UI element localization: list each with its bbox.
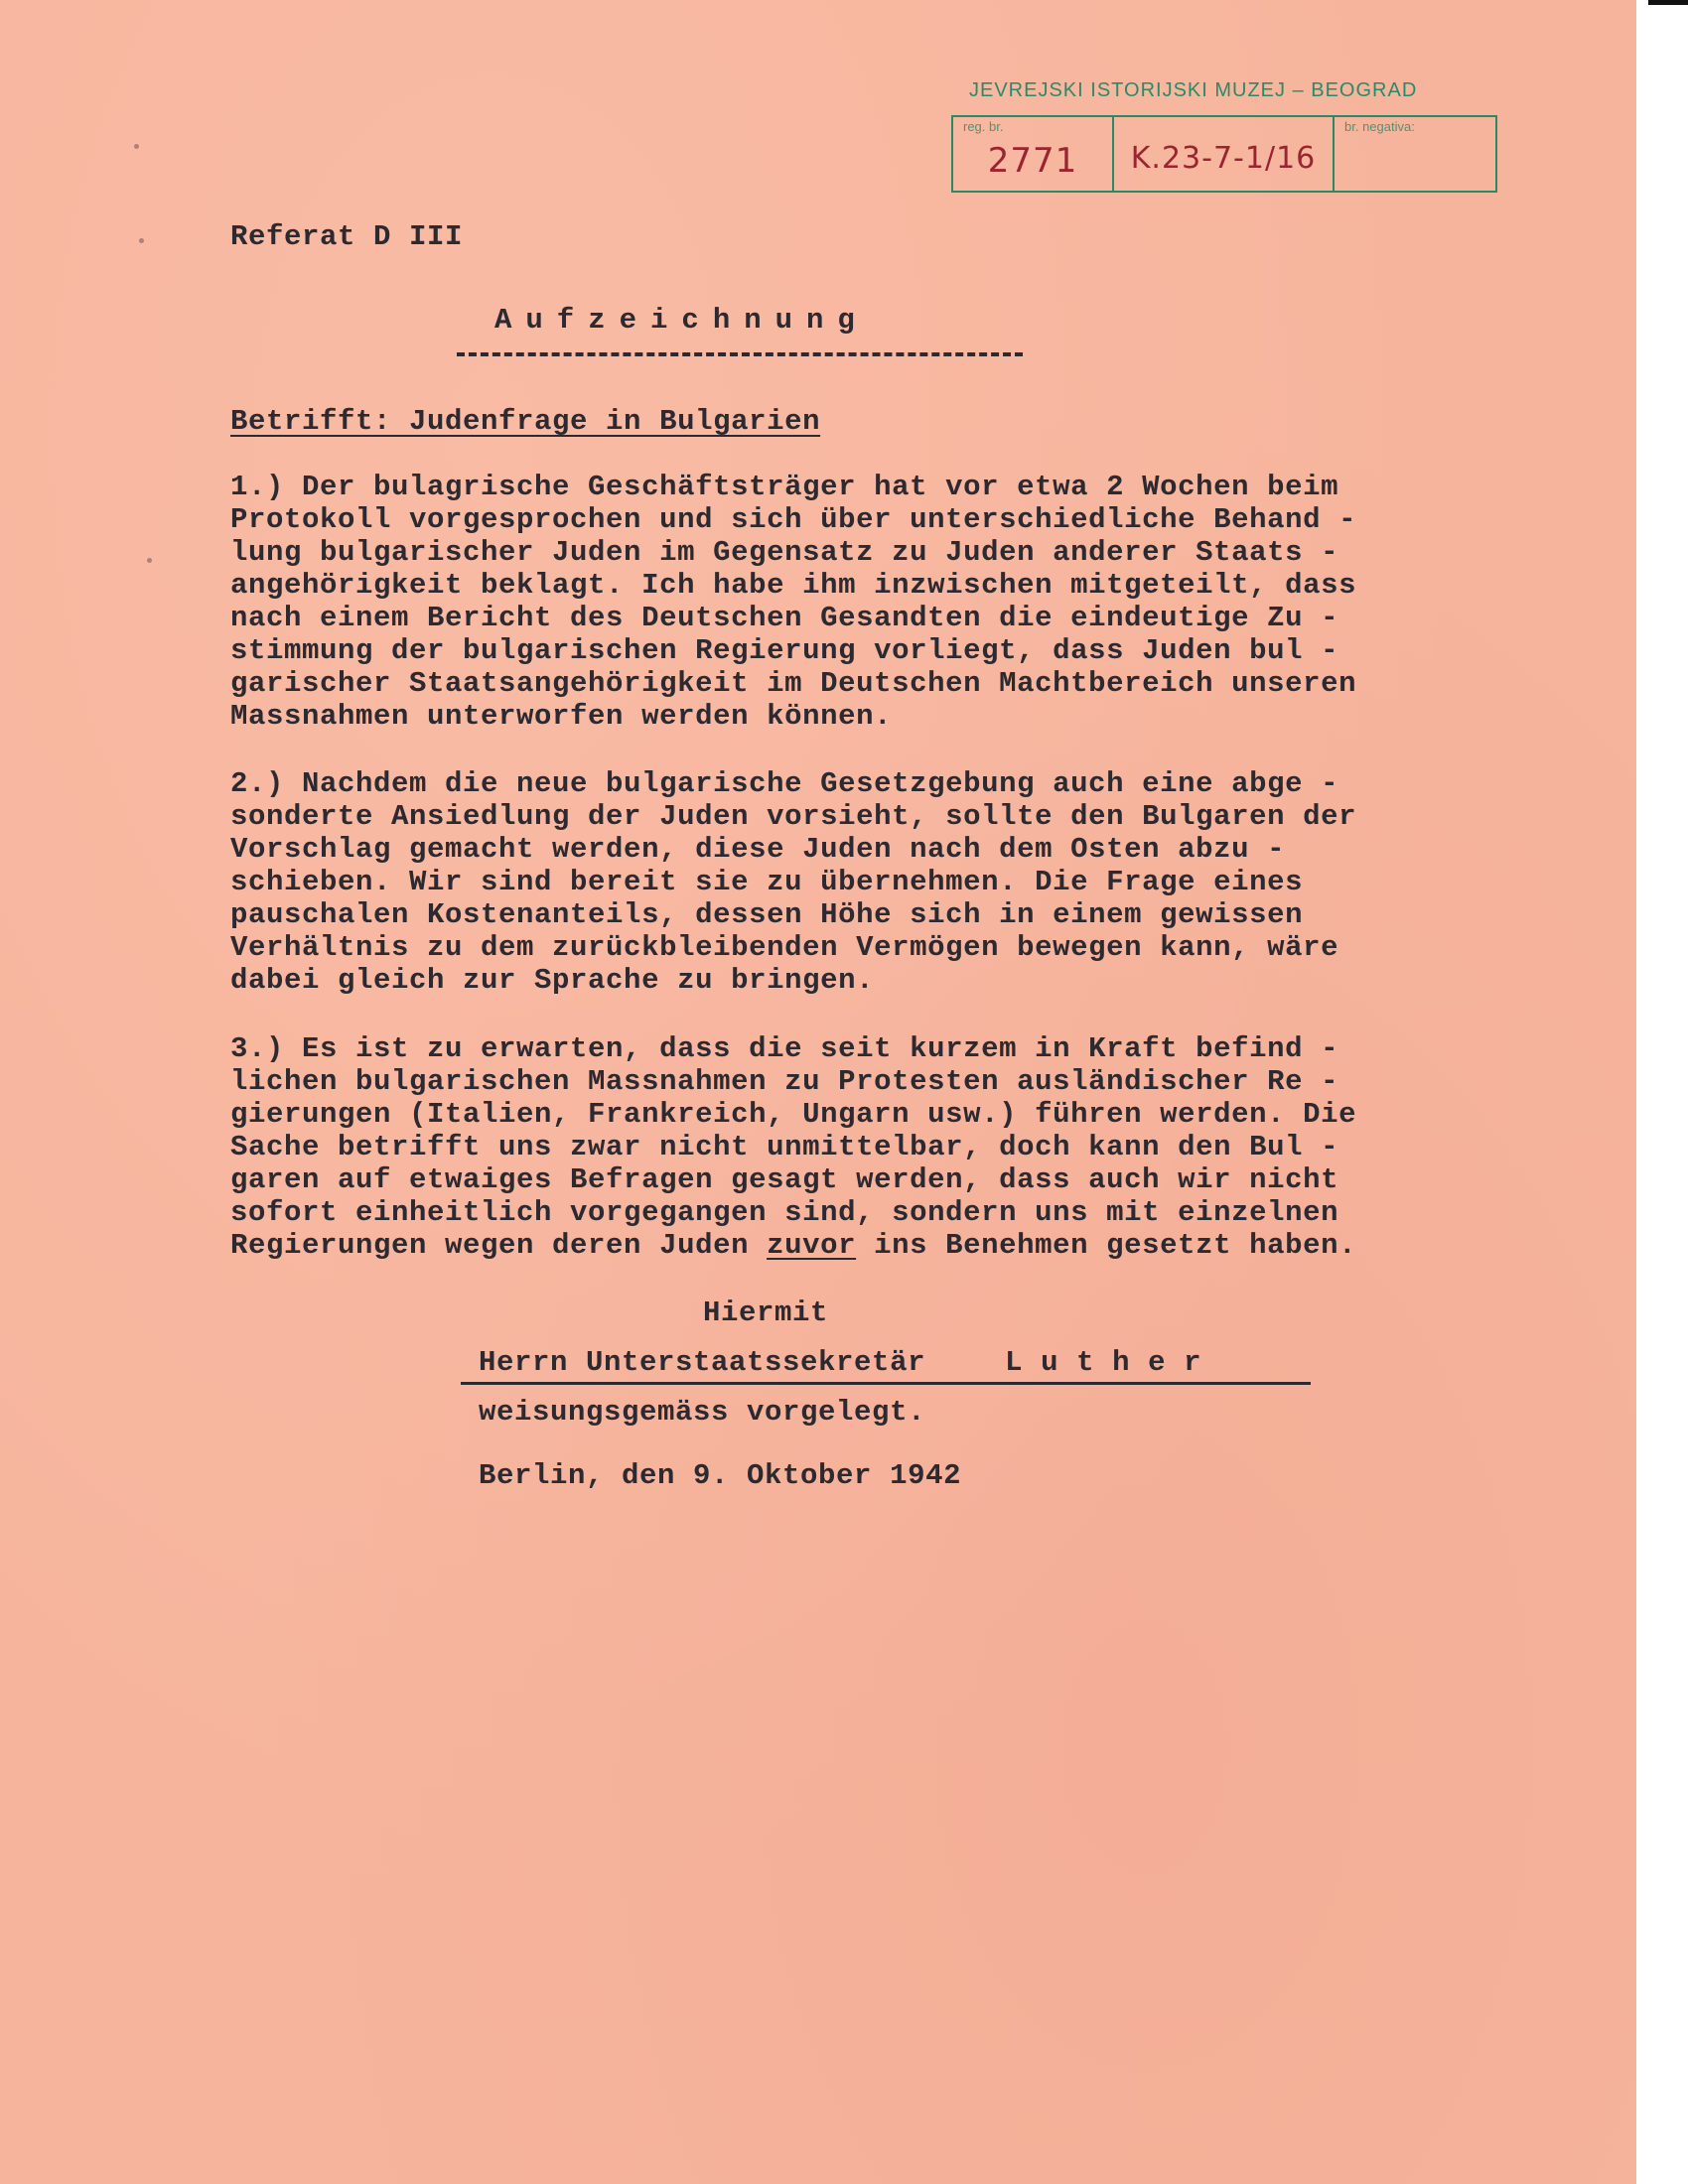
stamp-sign-value: K.23-7-1/16 (1130, 141, 1317, 176)
text-line: garischer Staatsangehörigkeit im Deutschen Machtbereich unseren (230, 667, 1357, 700)
addressee-title: Herrn Unterstaatssekretär (479, 1346, 926, 1379)
text-line: Verhältnis zu dem zurückbleibenden Vermögen bewegen kann, wäre (230, 931, 1339, 964)
stamp-reg-label: reg. br. (963, 119, 1004, 134)
title-rule (457, 352, 1023, 356)
text-line: dabei gleich zur Sprache zu bringen. (230, 964, 875, 997)
text-line: Vorschlag gemacht werden, diese Juden nach dem Osten abzu - (230, 833, 1286, 866)
text-line: 2.) Nachdem die neue bulgarische Gesetzgebung auch eine abge - (230, 767, 1339, 800)
stamp-neg-cell (1335, 117, 1499, 191)
text-line: garen auf etwaiges Befragen gesagt werden, dass auch wir nicht (230, 1163, 1339, 1196)
stamp-box (951, 115, 1497, 193)
archive-stamp (951, 79, 1499, 203)
text-line: lung bulgarischer Juden im Gegensatz zu Juden anderer Staats - (230, 536, 1339, 569)
scan-margin (1636, 0, 1688, 2184)
addressee-name: L u t h e r (1005, 1346, 1202, 1379)
referat-heading: Referat D III (230, 220, 464, 253)
scan-edge-mark (1648, 0, 1688, 5)
text-line: 3.) Es ist zu erwarten, dass die seit kurzem in Kraft befind - (230, 1032, 1339, 1065)
submitted-line: weisungsgemäss vorgelegt. (479, 1396, 926, 1429)
text-line: Massnahmen unterworfen werden können. (230, 700, 893, 733)
paragraph-2 (230, 767, 1521, 997)
stamp-reg-value: 2771 (987, 141, 1078, 181)
date-line: Berlin, den 9. Oktober 1942 (479, 1459, 962, 1492)
text-segment: ins Benehmen gesetzt haben. (856, 1229, 1357, 1262)
subject-line: Betrifft: Judenfrage in Bulgarien (230, 405, 821, 438)
text-line: lichen bulgarischen Massnahmen zu Protesten ausländischer Re - (230, 1065, 1339, 1098)
addressee-rule (461, 1382, 1311, 1385)
text-line: Protokoll vorgesprochen und sich über unterschiedliche Behand - (230, 503, 1357, 536)
underlined-word: zuvor (767, 1229, 857, 1262)
text-line: angehörigkeit beklagt. Ich habe ihm inzwischen mitgeteilt, dass (230, 569, 1357, 602)
addressee-line (479, 1346, 1201, 1379)
paper-speck (134, 144, 139, 149)
hiermit-line: Hiermit (703, 1297, 829, 1329)
stamp-sign-cell (1114, 117, 1335, 191)
stamp-institution: JEVREJSKI ISTORIJSKI MUZEJ – BEOGRAD (969, 79, 1418, 101)
text-line: stimmung der bulgarischen Regierung vorliegt, dass Juden bul - (230, 634, 1339, 667)
text-line: Sache betrifft uns zwar nicht unmittelbar, doch kann den Bul - (230, 1131, 1339, 1163)
paragraph-1 (230, 471, 1521, 733)
text-line: sonderte Ansiedlung der Juden vorsieht, sollte den Bulgaren der (230, 800, 1357, 833)
paper-speck (139, 238, 144, 243)
paragraph-3 (230, 1032, 1521, 1262)
text-line: sofort einheitlich vorgegangen sind, sondern uns mit einzelnen (230, 1196, 1339, 1229)
text-line: gierungen (Italien, Frankreich, Ungarn usw.) führen werden. Die (230, 1098, 1357, 1131)
text-line: pauschalen Kostenanteils, dessen Höhe sich in einem gewissen (230, 898, 1304, 931)
paper-speck (147, 558, 152, 563)
stamp-reg-cell (953, 117, 1114, 191)
text-segment: Regierungen wegen deren Juden (230, 1229, 768, 1262)
stamp-neg-label: br. negativa: (1344, 119, 1415, 134)
document-title: Aufzeichnung (494, 304, 869, 337)
text-line-final (230, 1229, 1521, 1262)
text-line: schieben. Wir sind bereit sie zu übernehmen. Die Frage eines (230, 866, 1304, 898)
text-line: nach einem Bericht des Deutschen Gesandten die eindeutige Zu - (230, 602, 1339, 634)
text-line: 1.) Der bulagrische Geschäftsträger hat vor etwa 2 Wochen beim (230, 471, 1339, 503)
